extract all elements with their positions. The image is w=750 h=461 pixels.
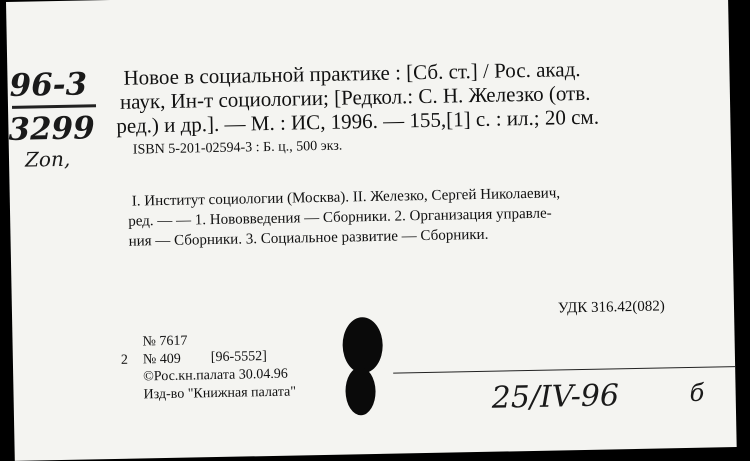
shelf-mark-note: Zon, bbox=[24, 146, 71, 172]
punch-hole-lower bbox=[345, 367, 376, 416]
registration-code: [96-5552] bbox=[210, 349, 267, 366]
tracings-line-3: ния — Сборники. 3. Социальное развитие — Сборники. bbox=[128, 226, 489, 250]
card-number: № 7617 bbox=[142, 333, 188, 350]
punch-hole bbox=[342, 317, 383, 374]
shelf-mark-bottom: 3299 bbox=[8, 110, 96, 148]
received-date: 25/IV-96 bbox=[491, 378, 620, 416]
shelf-mark-top: 96-3 bbox=[9, 66, 88, 104]
copies-count: 2 bbox=[120, 352, 129, 368]
initials-mark: б bbox=[689, 378, 705, 407]
title-line-2: наук, Ин-т социологии; [Редкол.: С. Н. Железко (отв. bbox=[119, 80, 591, 114]
udc-code: УДК 316.42(082) bbox=[557, 298, 665, 317]
copyright-line: ©Рос.кн.палата 30.04.96 bbox=[143, 366, 288, 385]
title-line-3: ред.) и др.]. — М. : ИС, 1996. — 155,[1] с. : ил.; 20 см. bbox=[116, 104, 600, 138]
title-line-1: Новое в социальной практике : [Сб. ст.] / Рос. акад. bbox=[123, 56, 581, 90]
publisher-line: Изд-во "Книжная палата" bbox=[143, 384, 297, 403]
registration-number: № 409 bbox=[142, 351, 181, 368]
shelf-mark-divider bbox=[12, 104, 96, 109]
tracings-line-1: I. Институт социологии (Москва). II. Железко, Сергей Николаевич, bbox=[131, 185, 561, 210]
underline-rule bbox=[393, 366, 735, 374]
catalog-card bbox=[6, 0, 737, 461]
tracings-line-2: ред. — — 1. Нововведения — Сборники. 2. Организация управле- bbox=[128, 205, 552, 230]
isbn-line: ISBN 5-201-02594-3 : Б. ц., 500 экз. bbox=[132, 138, 343, 158]
